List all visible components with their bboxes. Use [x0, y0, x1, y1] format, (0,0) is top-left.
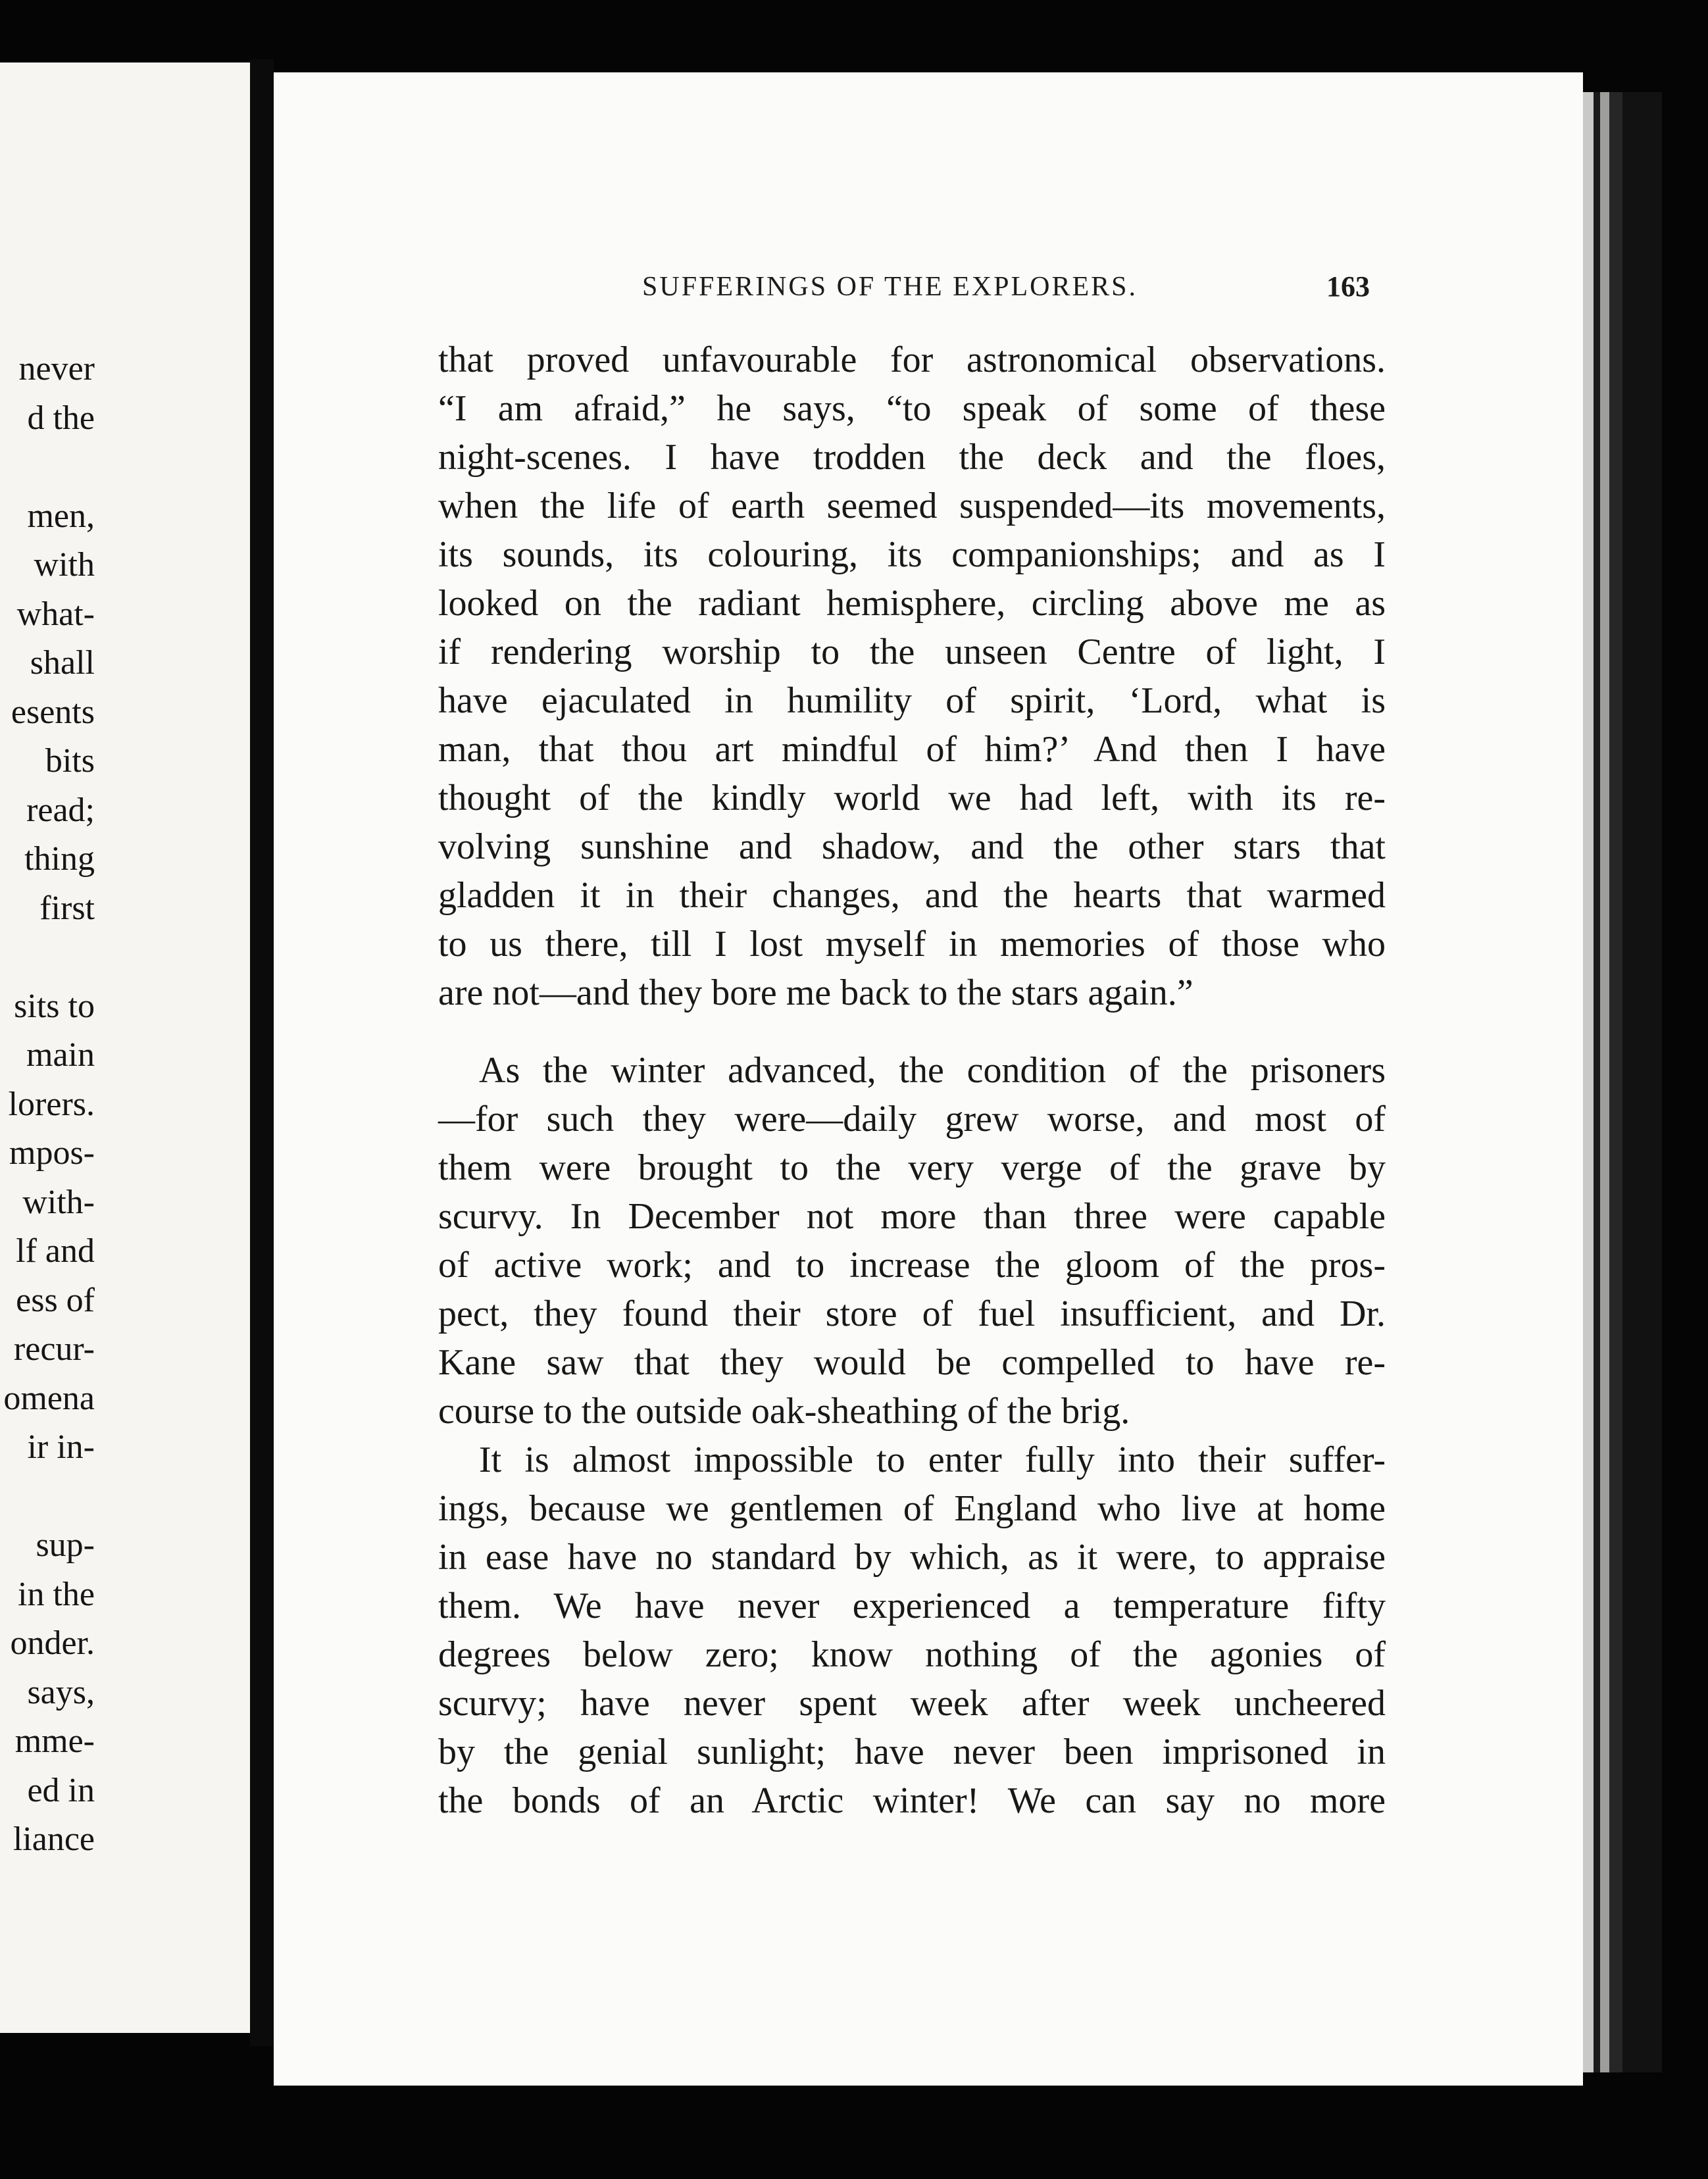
left-page-fragment: recur- [13, 1330, 95, 1368]
text-line: by the genial sunlight; have never been imprisoned in [438, 1732, 1386, 1772]
text-line: —for such they were—daily grew worse, and most of [438, 1099, 1386, 1140]
text-line: to us there, till I lost myself in memories of those who [438, 924, 1386, 964]
left-page-fragment: never [18, 350, 95, 388]
left-page-fragment: sits to [14, 987, 95, 1025]
page-edge [1583, 92, 1594, 2072]
left-page-fragment: esents [11, 693, 95, 731]
text-line: gladden it in their changes, and the hearts that warmed [438, 875, 1386, 916]
left-page-fragment: lf and [16, 1232, 95, 1270]
text-line: have ejaculated in humility of spirit, ‘Lord, what is [438, 680, 1386, 721]
main-page [274, 72, 1583, 2086]
text-line: them. We have never experienced a temperature fifty [438, 1586, 1386, 1626]
text-line: pect, they found their store of fuel insufficient, and Dr. [438, 1293, 1386, 1334]
text-line: course to the outside oak-sheathing of the brig. [438, 1391, 1130, 1432]
text-line: when the life of earth seemed suspended—its movements, [438, 486, 1386, 526]
left-facing-page [0, 63, 250, 2033]
body-text [438, 336, 1386, 1825]
page-edge [1622, 92, 1662, 2072]
left-page-fragment: in the [18, 1575, 95, 1613]
text-line: man, that thou art mindful of him?’ And then I have [438, 729, 1386, 770]
left-page-fragment: mme- [14, 1722, 95, 1760]
text-line: that proved unfavourable for astronomical observations. [438, 339, 1386, 380]
page-edge [1594, 92, 1600, 2072]
left-page-fragment: shall [30, 644, 95, 682]
paragraph-1 [438, 336, 1386, 1017]
text-line: night-scenes. I have trodden the deck and the floes, [438, 437, 1386, 478]
page-edge [1609, 92, 1622, 2072]
left-page-fragment: liance [13, 1820, 95, 1858]
left-page-fragment: ir in- [27, 1428, 95, 1466]
text-line: of active work; and to increase the gloom of the pros- [438, 1245, 1386, 1286]
left-page-fragment: thing [24, 840, 95, 878]
left-page-fragment: lorers. [8, 1085, 95, 1123]
text-line: ings, because we gentlemen of England who live at home [438, 1488, 1386, 1529]
text-line: the bonds of an Arctic winter! We can say no more [438, 1780, 1386, 1821]
text-line: in ease have no standard by which, as it were, to appraise [438, 1537, 1386, 1578]
text-line: are not—and they bore me back to the stars again.” [438, 972, 1193, 1013]
left-page-fragment: read; [26, 791, 95, 829]
text-line: if rendering worship to the unseen Centre of light, I [438, 632, 1386, 672]
left-page-fragment: says, [27, 1673, 95, 1711]
paragraph-3 [438, 1436, 1386, 1825]
left-page-fragment: men, [27, 497, 95, 535]
paragraph-2 [438, 1046, 1386, 1436]
left-page-fragment: d the [27, 399, 95, 437]
running-title: SUFFERINGS OF THE EXPLORERS. [642, 272, 1138, 302]
text-line: them were brought to the very verge of the grave by [438, 1147, 1386, 1188]
book-gutter [250, 59, 274, 2046]
text-line: scurvy; have never spent week after week uncheered [438, 1683, 1386, 1724]
left-page-fragment: with- [22, 1183, 95, 1221]
text-line: As the winter advanced, the condition of the prisoners [479, 1050, 1386, 1091]
left-page-fragment: sup- [36, 1526, 95, 1564]
page-number: 163 [1326, 270, 1370, 303]
left-page-fragment: onder. [10, 1624, 95, 1662]
text-line: It is almost impossible to enter fully into their suffer- [479, 1440, 1386, 1480]
left-page-fragment: what- [16, 595, 95, 633]
page-edge [1600, 92, 1609, 2072]
text-line: degrees below zero; know nothing of the agonies of [438, 1634, 1386, 1675]
text-line: its sounds, its colouring, its companionships; and as I [438, 534, 1386, 575]
left-page-fragment: main [26, 1036, 95, 1074]
text-line: scurvy. In December not more than three were capable [438, 1196, 1386, 1237]
left-page-fragment: mpos- [9, 1134, 95, 1172]
left-page-fragment: omena [3, 1379, 95, 1417]
text-line: volving sunshine and shadow, and the other stars that [438, 826, 1386, 867]
paragraph-gap [438, 1017, 1386, 1046]
left-page-fragment: ed in [27, 1771, 95, 1809]
text-line: Kane saw that they would be compelled to have re- [438, 1342, 1386, 1383]
left-page-fragment: with [34, 546, 95, 584]
left-page-fragment: first [39, 889, 95, 927]
text-line: looked on the radiant hemisphere, circling above me as [438, 583, 1386, 624]
left-page-fragment: bits [45, 742, 95, 780]
text-line: thought of the kindly world we had left, with its re- [438, 778, 1386, 818]
text-line: “I am afraid,” he says, “to speak of some of these [438, 388, 1386, 429]
left-page-fragment: ess of [16, 1281, 95, 1319]
